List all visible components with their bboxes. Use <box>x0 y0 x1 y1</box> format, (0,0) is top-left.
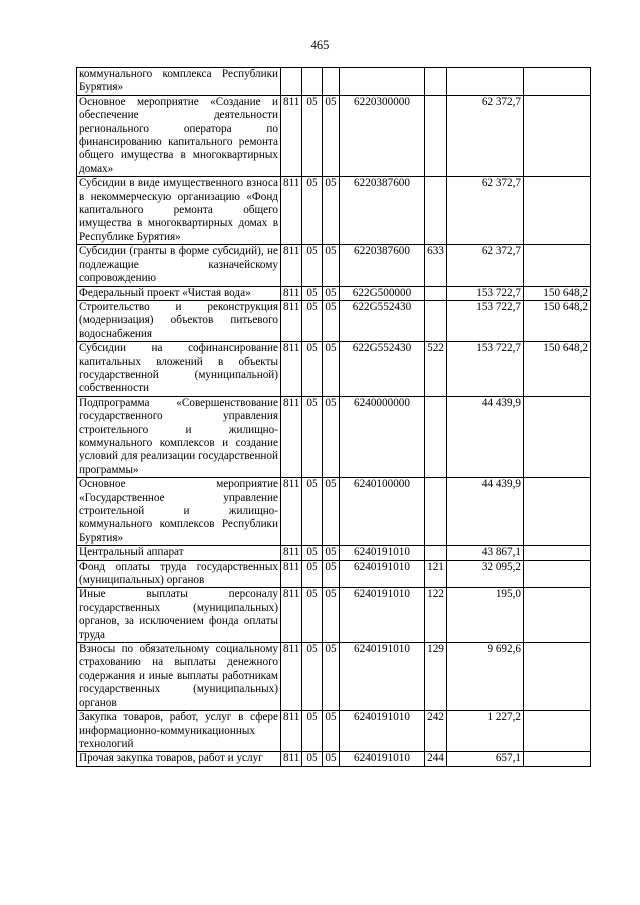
expense-type-code <box>425 177 447 245</box>
target-article-code: 622G500000 <box>340 286 425 300</box>
table-row <box>77 643 591 711</box>
section-code: 05 <box>302 177 323 245</box>
target-article-code: 6240100000 <box>340 478 425 546</box>
amount-first-year: 44 439,9 <box>447 478 524 546</box>
item-name: Иные выплаты персоналу государственных (муниципальных) органов, за исключением фонда оплаты труда <box>77 588 281 643</box>
amount-second-year: 150 648,2 <box>524 286 591 300</box>
item-name: Фонд оплаты труда государственных (муниципальных) органов <box>77 560 281 588</box>
table-row <box>77 478 591 546</box>
table-row <box>77 342 591 397</box>
department-code: 811 <box>281 711 302 752</box>
item-name: Центральный аппарат <box>77 546 281 560</box>
expense-type-code: 122 <box>425 588 447 643</box>
section-code: 05 <box>302 546 323 560</box>
amount-first-year <box>447 68 524 96</box>
table-row <box>77 300 591 341</box>
subsection-code <box>323 68 340 96</box>
amount-first-year: 153 722,7 <box>447 300 524 341</box>
target-article-code: 6220387600 <box>340 177 425 245</box>
target-article-code: 622G552430 <box>340 300 425 341</box>
section-code: 05 <box>302 478 323 546</box>
section-code: 05 <box>302 95 323 176</box>
amount-second-year <box>524 560 591 588</box>
subsection-code: 05 <box>323 588 340 643</box>
amount-first-year: 1 227,2 <box>447 711 524 752</box>
table-row <box>77 560 591 588</box>
amount-first-year: 62 372,7 <box>447 95 524 176</box>
table-row <box>77 245 591 286</box>
budget-table <box>76 67 591 767</box>
subsection-code: 05 <box>323 300 340 341</box>
target-article-code: 6240191010 <box>340 643 425 711</box>
subsection-code: 05 <box>323 752 340 766</box>
amount-second-year: 150 648,2 <box>524 342 591 397</box>
item-name: Субсидии (гранты в форме субсидий), не подлежащие казначейскому сопровождению <box>77 245 281 286</box>
subsection-code: 05 <box>323 245 340 286</box>
section-code <box>302 68 323 96</box>
department-code: 811 <box>281 643 302 711</box>
target-article-code: 6220300000 <box>340 95 425 176</box>
expense-type-code: 244 <box>425 752 447 766</box>
table-row <box>77 588 591 643</box>
amount-first-year: 43 867,1 <box>447 546 524 560</box>
expense-type-code <box>425 68 447 96</box>
expense-type-code: 522 <box>425 342 447 397</box>
amount-second-year <box>524 95 591 176</box>
amount-second-year <box>524 752 591 766</box>
table-row <box>77 95 591 176</box>
item-name: Субсидии в виде имущественного взноса в некоммерческую организацию «Фонд капитального ремонта общего имущества в многоквартирных домах в Республике Бурятия» <box>77 177 281 245</box>
table-row <box>77 68 591 96</box>
table-row <box>77 396 591 477</box>
subsection-code: 05 <box>323 711 340 752</box>
expense-type-code: 633 <box>425 245 447 286</box>
department-code <box>281 68 302 96</box>
amount-second-year <box>524 68 591 96</box>
amount-second-year: 150 648,2 <box>524 300 591 341</box>
department-code: 811 <box>281 560 302 588</box>
page-number: 465 <box>310 38 330 52</box>
target-article-code: 6240191010 <box>340 546 425 560</box>
expense-type-code <box>425 396 447 477</box>
department-code: 811 <box>281 286 302 300</box>
section-code: 05 <box>302 300 323 341</box>
department-code: 811 <box>281 546 302 560</box>
target-article-code: 6240191010 <box>340 752 425 766</box>
item-name: Закупка товаров, работ, услуг в сфере информационно-коммуникационных технологий <box>77 711 281 752</box>
subsection-code: 05 <box>323 342 340 397</box>
table-row <box>77 752 591 766</box>
target-article-code: 6240191010 <box>340 711 425 752</box>
item-name: Взносы по обязательному социальному страхованию на выплаты денежного содержания и иные выплаты работникам государственных (муниципальных) органов <box>77 643 281 711</box>
section-code: 05 <box>302 245 323 286</box>
table-row <box>77 177 591 245</box>
amount-second-year <box>524 177 591 245</box>
department-code: 811 <box>281 177 302 245</box>
expense-type-code <box>425 95 447 176</box>
department-code: 811 <box>281 396 302 477</box>
section-code: 05 <box>302 342 323 397</box>
target-article-code <box>340 68 425 96</box>
amount-first-year: 153 722,7 <box>447 342 524 397</box>
item-name: Подпрограмма «Совершенствование государственного управления строительного и жилищно-коммунального комплексов и создание условий для реализации государственной программы» <box>77 396 281 477</box>
amount-first-year: 657,1 <box>447 752 524 766</box>
expense-type-code <box>425 300 447 341</box>
amount-first-year: 62 372,7 <box>447 245 524 286</box>
department-code: 811 <box>281 245 302 286</box>
amount-second-year <box>524 546 591 560</box>
expense-type-code <box>425 546 447 560</box>
amount-second-year <box>524 711 591 752</box>
department-code: 811 <box>281 588 302 643</box>
expense-type-code: 121 <box>425 560 447 588</box>
section-code: 05 <box>302 711 323 752</box>
section-code: 05 <box>302 560 323 588</box>
table-row <box>77 711 591 752</box>
amount-first-year: 9 692,6 <box>447 643 524 711</box>
amount-first-year: 195,0 <box>447 588 524 643</box>
amount-second-year <box>524 478 591 546</box>
department-code: 811 <box>281 95 302 176</box>
item-name: Прочая закупка товаров, работ и услуг <box>77 752 281 766</box>
expense-type-code <box>425 286 447 300</box>
amount-second-year <box>524 396 591 477</box>
subsection-code: 05 <box>323 95 340 176</box>
target-article-code: 6240000000 <box>340 396 425 477</box>
amount-first-year: 153 722,7 <box>447 286 524 300</box>
amount-first-year: 62 372,7 <box>447 177 524 245</box>
department-code: 811 <box>281 752 302 766</box>
section-code: 05 <box>302 588 323 643</box>
amount-first-year: 32 095,2 <box>447 560 524 588</box>
target-article-code: 622G552430 <box>340 342 425 397</box>
section-code: 05 <box>302 286 323 300</box>
subsection-code: 05 <box>323 478 340 546</box>
department-code: 811 <box>281 478 302 546</box>
item-name: Субсидии на софинансирование капитальных вложений в объекты государственной (муниципальной) собственности <box>77 342 281 397</box>
expense-type-code: 129 <box>425 643 447 711</box>
amount-second-year <box>524 643 591 711</box>
section-code: 05 <box>302 752 323 766</box>
target-article-code: 6240191010 <box>340 560 425 588</box>
table-row <box>77 546 591 560</box>
subsection-code: 05 <box>323 177 340 245</box>
item-name: коммунального комплекса Республики Бурятия» <box>77 68 281 96</box>
amount-first-year: 44 439,9 <box>447 396 524 477</box>
expense-type-code <box>425 478 447 546</box>
item-name: Строительство и реконструкция (модернизация) объектов питьевого водоснабжения <box>77 300 281 341</box>
subsection-code: 05 <box>323 560 340 588</box>
target-article-code: 6240191010 <box>340 588 425 643</box>
amount-second-year <box>524 588 591 643</box>
subsection-code: 05 <box>323 546 340 560</box>
target-article-code: 6220387600 <box>340 245 425 286</box>
department-code: 811 <box>281 300 302 341</box>
item-name: Основное мероприятие «Государственное управление строительной и жилищно-коммунального комплексов Республики Бурятия» <box>77 478 281 546</box>
subsection-code: 05 <box>323 286 340 300</box>
subsection-code: 05 <box>323 396 340 477</box>
amount-second-year <box>524 245 591 286</box>
section-code: 05 <box>302 643 323 711</box>
table-row <box>77 286 591 300</box>
item-name: Основное мероприятие «Создание и обеспечение деятельности регионального оператора по финансированию капитального ремонта общего имущества в многоквартирных домах» <box>77 95 281 176</box>
item-name: Федеральный проект «Чистая вода» <box>77 286 281 300</box>
subsection-code: 05 <box>323 643 340 711</box>
expense-type-code: 242 <box>425 711 447 752</box>
section-code: 05 <box>302 396 323 477</box>
department-code: 811 <box>281 342 302 397</box>
